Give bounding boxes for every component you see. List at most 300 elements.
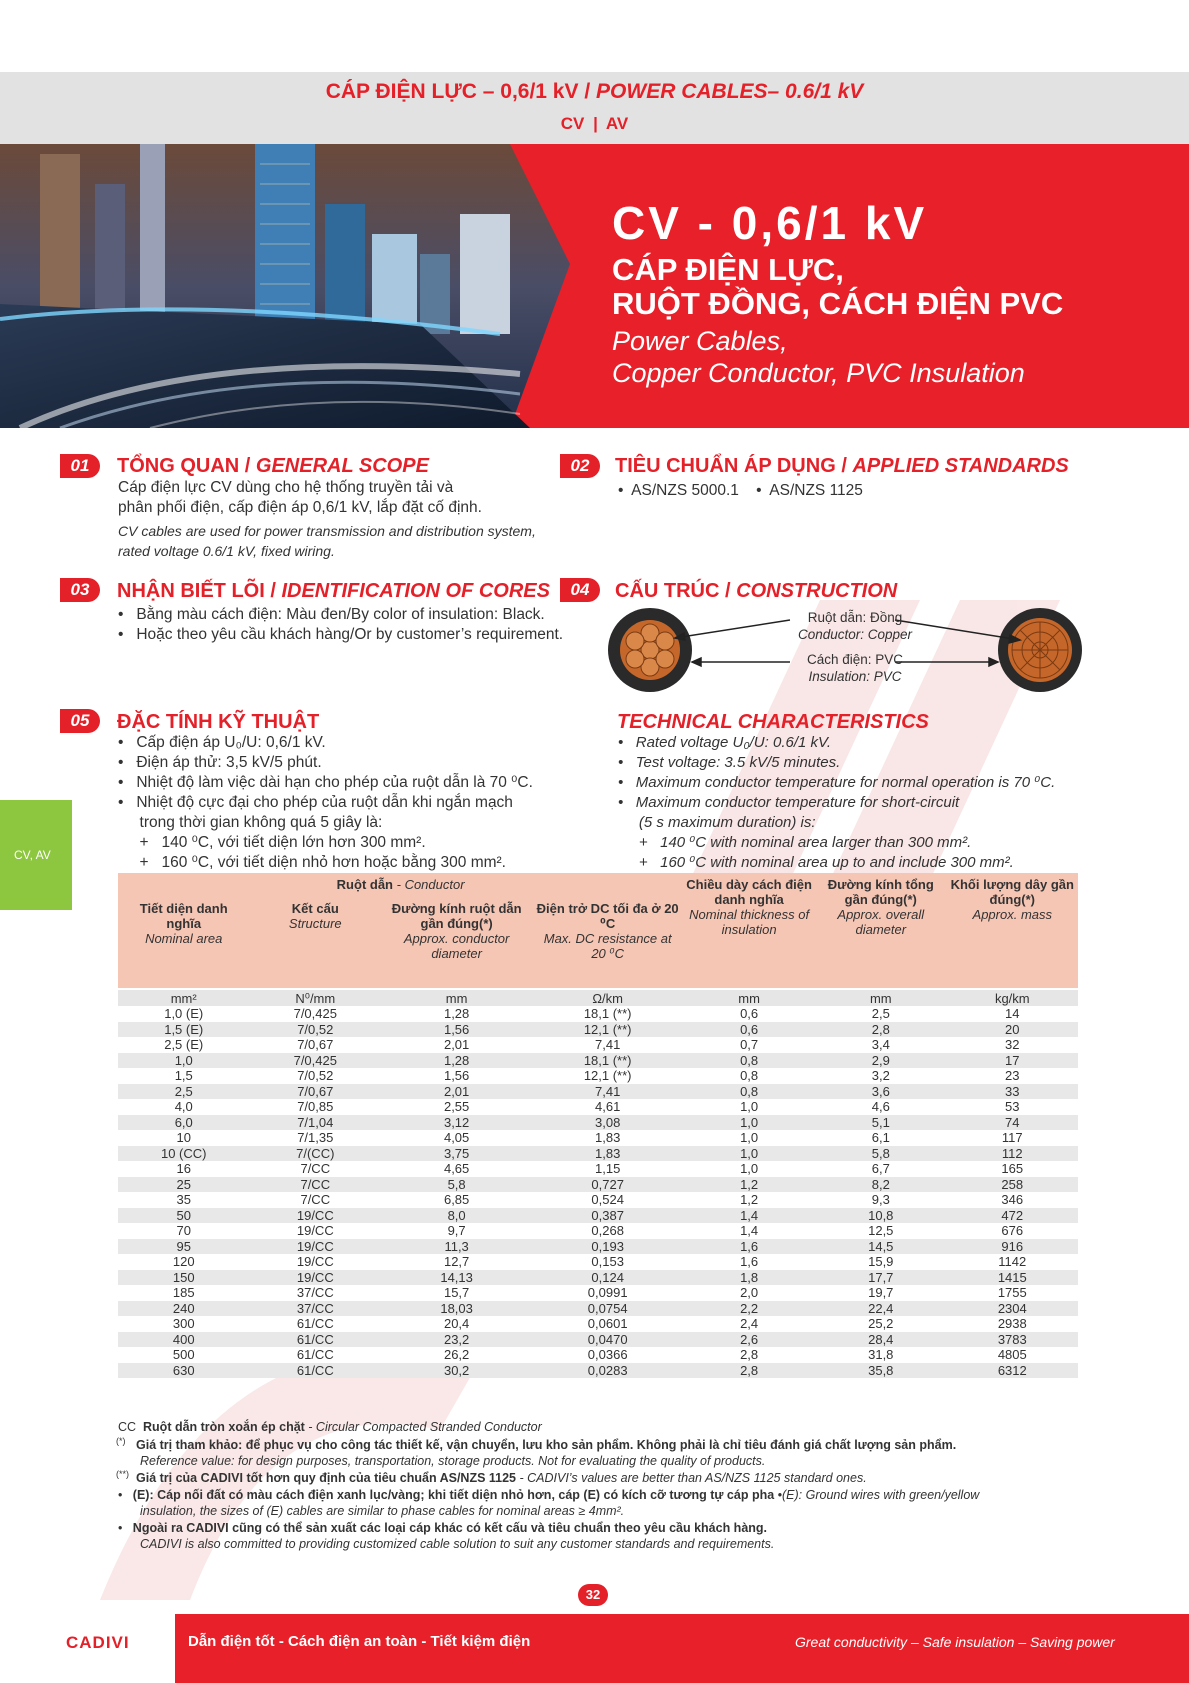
table-cell: 1,6 [683, 1239, 815, 1255]
insulation-label-vn: Cách điện: PVC [806, 652, 904, 667]
table-cell: 1,4 [683, 1208, 815, 1224]
side-tab[interactable] [0, 800, 72, 910]
hero-vn-line1: CÁP ĐIỆN LỰC, [612, 252, 844, 287]
technical-vn-line-1: • Cấp điện áp U₀/U: 0,6/1 kV. [118, 734, 326, 751]
table-cell: 23,2 [381, 1332, 532, 1348]
note-mark: (*) [116, 1436, 126, 1446]
unit-cell: mm² [118, 989, 249, 1006]
technical-vn-line-4: • Nhiệt độ cực đại cho phép của ruột dẫn khi ngắn mạch [118, 794, 513, 811]
table-cell: 15,7 [381, 1285, 532, 1301]
table-cell: 11,3 [381, 1239, 532, 1255]
table-cell: 23 [947, 1068, 1078, 1084]
unit-cell: Ω/km [532, 989, 683, 1006]
unit-cell: mm [815, 989, 947, 1006]
table-row [118, 1363, 1078, 1379]
hero-title: CV - 0,6/1 kV [612, 197, 928, 249]
title-sep: / [584, 80, 591, 103]
table-cell: 1,0 (E) [118, 1006, 249, 1022]
table-cell: 37/CC [249, 1285, 381, 1301]
note-reference-en: Reference value: for design purposes, transportation, storage products. Not for evaluating the quality of products. [140, 1454, 766, 1468]
table-cell: 9,7 [381, 1223, 532, 1239]
table-cell: 2938 [947, 1316, 1078, 1332]
side-tab-label: CV, AV [14, 848, 51, 862]
table-cell: 0,0754 [532, 1301, 683, 1317]
table-body [118, 1006, 1078, 1378]
table-cell: 1,6 [683, 1254, 815, 1270]
table-cell: 16 [118, 1161, 249, 1177]
table-cell: 7/0,425 [249, 1006, 381, 1022]
table-cell: 165 [947, 1161, 1078, 1177]
table-cell: 33 [947, 1084, 1078, 1100]
col-header-nominal-area [118, 895, 249, 989]
table-cell: 18,1 (**) [532, 1053, 683, 1069]
table-cell: 0,8 [683, 1084, 815, 1100]
table-cell: 1,0 [118, 1053, 249, 1069]
note-ground-wires: • (E): Cáp nối đất có màu cách điện xanh lục/vàng; khi tiết diện nhỏ hơn, cáp (E) có kích cỡ tương tự cáp pha •(E): Ground wires with green/yellow [118, 1488, 980, 1502]
general-scope-line-1: Cáp điện lực CV dùng cho hệ thống truyền tải và [118, 479, 454, 496]
technical-en-line-6: + 140 ⁰C with nominal area larger than 300 mm². [618, 834, 972, 851]
table-cell: 61/CC [249, 1316, 381, 1332]
table-cell: 14,5 [815, 1239, 947, 1255]
table-cell: 7/0,67 [249, 1084, 381, 1100]
table-cell: 6,0 [118, 1115, 249, 1131]
general-scope-en-line-2: rated voltage 0.6/1 kV, fixed wiring. [118, 543, 335, 559]
table-cell: 0,153 [532, 1254, 683, 1270]
note-reference [118, 1437, 956, 1453]
conductor-group-header [118, 873, 683, 895]
table-row [118, 1254, 1078, 1270]
table-cell: 0,124 [532, 1270, 683, 1286]
table-row [118, 1161, 1078, 1177]
table-cell: 12,7 [381, 1254, 532, 1270]
table-cell: 7/0,52 [249, 1022, 381, 1038]
table-cell: 53 [947, 1099, 1078, 1115]
identification-sep: / [270, 580, 276, 602]
table-cell: 5,1 [815, 1115, 947, 1131]
table-cell: 19,7 [815, 1285, 947, 1301]
unit-cell: N⁰/mm [249, 989, 381, 1006]
table-cell: 8,2 [815, 1177, 947, 1193]
table-cell: 1755 [947, 1285, 1078, 1301]
table-cell: 6312 [947, 1363, 1078, 1379]
table-cell: 1,83 [532, 1146, 683, 1162]
general-scope-en-line-1: CV cables are used for power transmission and distribution system, [118, 523, 536, 539]
conductor-group-vn: Ruột dẫn [336, 876, 393, 892]
general-scope-line-2: phân phối điện, cấp điện áp 0,6/1 kV, lắp đặt cố định. [118, 499, 482, 516]
table-cell: 61/CC [249, 1332, 381, 1348]
table-cell: 0,387 [532, 1208, 683, 1224]
applied-standards-list: • AS/NZS 5000.1 • AS/NZS 1125 [618, 482, 863, 499]
note-ground-wires-en: insulation, the sizes of (E) cables are similar to phase cables for nominal areas ≥ 4mm². [140, 1504, 625, 1518]
table-cell: 7/1,04 [249, 1115, 381, 1131]
table-cell: 20,4 [381, 1316, 532, 1332]
technical-vn-line-6: + 140 ⁰C, với tiết diện lớn hơn 300 mm². [118, 834, 426, 851]
table-cell: 1,0 [683, 1115, 815, 1131]
table-cell: 7/0,425 [249, 1053, 381, 1069]
table-cell: 4,6 [815, 1099, 947, 1115]
table-cell: 4,05 [381, 1130, 532, 1146]
col-vn: Kết cấu [291, 901, 339, 916]
table-cell: 0,0283 [532, 1363, 683, 1379]
note-custom: • Ngoài ra CADIVI cũng có thể sản xuất các loại cáp khác có kết cấu và tiêu chuẩn theo yêu cầu khách hàng. [118, 1521, 768, 1535]
table-cell: 7/0,52 [249, 1068, 381, 1084]
table-cell: 19/CC [249, 1270, 381, 1286]
table-cell: 1,4 [683, 1223, 815, 1239]
table-cell: 112 [947, 1146, 1078, 1162]
col-vn: Điện trở DC tối đa ở 20 ⁰C [536, 901, 679, 931]
table-cell: 12,5 [815, 1223, 947, 1239]
section-heading-general-scope [117, 455, 429, 478]
table-cell: 0,524 [532, 1192, 683, 1208]
note-custom-en: CADIVI is also committed to providing customized cable solution to suit any customer standards and requirements. [140, 1537, 775, 1551]
applied-standards-vn: TIÊU CHUẨN ÁP DỤNG [615, 455, 836, 477]
unit-cell: kg/km [947, 989, 1078, 1006]
section-number-05: 05 [60, 709, 100, 733]
general-scope-en: GENERAL SCOPE [255, 455, 429, 477]
table-cell: 19/CC [249, 1254, 381, 1270]
table-cell: 240 [118, 1301, 249, 1317]
table-cell: 7,41 [532, 1084, 683, 1100]
col-header-mass [947, 873, 1078, 989]
table-cell: 7,41 [532, 1037, 683, 1053]
table-cell: 9,3 [815, 1192, 947, 1208]
section-heading-technical-vn: ĐẶC TÍNH KỸ THUẬT [117, 711, 320, 733]
technical-en-line-4: • Maximum conductor temperature for short-circuit [618, 794, 960, 811]
table-cell: 19/CC [249, 1208, 381, 1224]
table-row [118, 1177, 1078, 1193]
col-en: Max. DC resistance at 20 ⁰C [543, 931, 672, 961]
technical-vn-line-7: + 160 ⁰C, với tiết diện nhỏ hơn hoặc bằng 300 mm². [118, 854, 506, 871]
table-cell: 17 [947, 1053, 1078, 1069]
table-cell: 37/CC [249, 1301, 381, 1317]
table-cell: 2,4 [683, 1316, 815, 1332]
identification-en: IDENTIFICATION OF CORES [281, 580, 550, 602]
table-row [118, 1115, 1078, 1131]
table-cell: 8,0 [381, 1208, 532, 1224]
table-cell: 916 [947, 1239, 1078, 1255]
table-cell: 0,6 [683, 1022, 815, 1038]
unit-cell: mm [683, 989, 815, 1006]
hero-vn-line2: RUỘT ĐỒNG, CÁCH ĐIỆN PVC [612, 286, 1064, 321]
unit-cell: mm [381, 989, 532, 1006]
table-cell: 10 [118, 1130, 249, 1146]
note-mark: (**) [116, 1469, 129, 1479]
table-cell: 28,4 [815, 1332, 947, 1348]
table-cell: 500 [118, 1347, 249, 1363]
table-cell: 2,5 (E) [118, 1037, 249, 1053]
table-cell: 3,75 [381, 1146, 532, 1162]
col-header-dc-resistance [532, 895, 683, 989]
table-cell: 2,55 [381, 1099, 532, 1115]
table-cell: 2,5 [815, 1006, 947, 1022]
construction-sep: / [725, 580, 731, 602]
table-row [118, 1332, 1078, 1348]
hero-en-line1: Power Cables, [612, 326, 788, 356]
insulation-label-en: Insulation: PVC [808, 669, 902, 684]
col-header-insulation [683, 873, 815, 989]
title-vn: CÁP ĐIỆN LỰC – 0,6/1 kV [325, 80, 579, 103]
table-cell: 150 [118, 1270, 249, 1286]
table-cell: 30,2 [381, 1363, 532, 1379]
table-cell: 5,8 [815, 1146, 947, 1162]
table-row [118, 1285, 1078, 1301]
col-vn: Đường kính ruột dẫn gần đúng(*) [391, 901, 522, 931]
table-cell: 0,8 [683, 1068, 815, 1084]
technical-en-line-7: + 160 ⁰C with nominal area up to and include 300 mm². [618, 854, 1014, 871]
table-cell: 2,5 [118, 1084, 249, 1100]
table-cell: 2,01 [381, 1084, 532, 1100]
col-en: Nominal area [145, 931, 223, 946]
table-cell: 1,15 [532, 1161, 683, 1177]
table-cell: 0,8 [683, 1053, 815, 1069]
table-cell: 2,6 [683, 1332, 815, 1348]
table-cell: 185 [118, 1285, 249, 1301]
table-cell: 0,268 [532, 1223, 683, 1239]
technical-vn-line-3: • Nhiệt độ làm việc dài hạn cho phép của ruột dẫn là 70 ⁰C. [118, 774, 533, 791]
table-row [118, 1347, 1078, 1363]
table-cell: 95 [118, 1239, 249, 1255]
col-en: Structure [288, 916, 342, 931]
cable-section-left-icon [608, 608, 692, 692]
table-cell: 0,0991 [532, 1285, 683, 1301]
table-cell: 5,8 [381, 1177, 532, 1193]
table-cell: 1,0 [683, 1099, 815, 1115]
general-scope-vn: TỔNG QUAN [117, 455, 240, 477]
technical-en-line-3: • Maximum conductor temperature for normal operation is 70 ⁰C. [618, 774, 1056, 791]
table-cell: 74 [947, 1115, 1078, 1131]
table-cell: 26,2 [381, 1347, 532, 1363]
note-bold: Ruột dẫn tròn xoắn ép chặt [143, 1420, 305, 1434]
technical-en-line-5: (5 s maximum duration) is: [618, 814, 816, 831]
table-row [118, 1146, 1078, 1162]
table-cell: 31,8 [815, 1347, 947, 1363]
table-cell: 3,2 [815, 1068, 947, 1084]
note-bold: (E): Cáp nối đất có màu cách điện xanh lục/vàng; khi tiết diện nhỏ hơn, cáp (E) có kích cỡ tương tự cáp pha [132, 1488, 775, 1502]
table-row [118, 1053, 1078, 1069]
technical-en-line-2: • Test voltage: 3.5 kV/5 minutes. [618, 754, 841, 771]
table-cell: 12,1 (**) [532, 1022, 683, 1038]
section-number-02: 02 [560, 454, 600, 478]
table-row [118, 1068, 1078, 1084]
table-cell: 10,8 [815, 1208, 947, 1224]
identification-line-1: • Bằng màu cách điện: Màu đen/By color of insulation: Black. [118, 606, 545, 623]
table-cell: 14 [947, 1006, 1078, 1022]
col-en: Approx. overall diameter [837, 907, 925, 937]
table-row [118, 1037, 1078, 1053]
table-row [118, 1316, 1078, 1332]
table-cell: 1,8 [683, 1270, 815, 1286]
table-cell: 120 [118, 1254, 249, 1270]
table-row [118, 1270, 1078, 1286]
table-cell: 1142 [947, 1254, 1078, 1270]
construction-en: CONSTRUCTION [736, 580, 898, 602]
table-cell: 15,9 [815, 1254, 947, 1270]
table-row [118, 1022, 1078, 1038]
conductor-group-en: - Conductor [396, 876, 465, 892]
applied-standards-en: APPLIED STANDARDS [852, 455, 1069, 477]
note-mark: CC [118, 1420, 137, 1434]
identification-line-2: • Hoặc theo yêu cầu khách hàng/Or by customer’s requirement. [118, 626, 564, 643]
col-header-structure [249, 895, 381, 989]
table-row [118, 1006, 1078, 1022]
hero-en-line2: Copper Conductor, PVC Insulation [612, 358, 1025, 388]
col-vn: Chiều dày cách điện danh nghĩa [686, 877, 812, 907]
technical-vn-line-2: • Điện áp thử: 3,5 kV/5 phút. [118, 754, 322, 771]
table-cell: 22,4 [815, 1301, 947, 1317]
col-vn: Tiết diện danh nghĩa [139, 901, 228, 931]
cadivi-logo[interactable]: CADIVI [66, 1633, 130, 1652]
table-cell: 3,08 [532, 1115, 683, 1131]
table-row [118, 1223, 1078, 1239]
table-cell: 1,83 [532, 1130, 683, 1146]
table-cell: 0,0366 [532, 1347, 683, 1363]
table-row [118, 1208, 1078, 1224]
table-row [118, 1192, 1078, 1208]
table-cell: 2,01 [381, 1037, 532, 1053]
note-bold: Giá trị tham khảo: để phục vụ cho công tác thiết kế, vận chuyển, lưu kho sản phẩm. Không phải là chỉ tiêu đánh giá chất lượng sản phẩm. [136, 1438, 957, 1452]
table-cell: 1,0 [683, 1146, 815, 1162]
page-subtitle [0, 114, 1189, 134]
table-cell: 1,28 [381, 1006, 532, 1022]
table-cell: 346 [947, 1192, 1078, 1208]
note-rest: - CADIVI’s values are better than AS/NZS 1125 standard ones. [516, 1471, 867, 1485]
table-cell: 10 (CC) [118, 1146, 249, 1162]
table-cell: 25,2 [815, 1316, 947, 1332]
note-rest: •(E): Ground wires with green/yellow [774, 1488, 980, 1502]
table-cell: 6,7 [815, 1161, 947, 1177]
table-cell: 0,0470 [532, 1332, 683, 1348]
subtitle-av[interactable]: AV [605, 114, 629, 133]
table-cell: 61/CC [249, 1363, 381, 1379]
table-cell: 3,12 [381, 1115, 532, 1131]
table-cell: 35 [118, 1192, 249, 1208]
table-cell: 1,56 [381, 1022, 532, 1038]
note-cc [118, 1419, 542, 1435]
table-cell: 17,7 [815, 1270, 947, 1286]
table-cell: 630 [118, 1363, 249, 1379]
table-cell: 0,193 [532, 1239, 683, 1255]
table-row [118, 1099, 1078, 1115]
table-cell: 18,1 (**) [532, 1006, 683, 1022]
table-cell: 1415 [947, 1270, 1078, 1286]
table-cell: 25 [118, 1177, 249, 1193]
table-cell: 7/1,35 [249, 1130, 381, 1146]
table-cell: 0,727 [532, 1177, 683, 1193]
col-header-conductor-diameter [381, 895, 532, 989]
conductor-label-vn: Ruột dẫn: Đồng [807, 610, 903, 625]
table-row [118, 1130, 1078, 1146]
table-cell: 1,0 [683, 1130, 815, 1146]
table-cell: 0,0601 [532, 1316, 683, 1332]
table-cell: 35,8 [815, 1363, 947, 1379]
table-cell: 19/CC [249, 1223, 381, 1239]
identification-vn: NHẬN BIẾT LÕI [117, 580, 265, 602]
table-cell: 7/CC [249, 1177, 381, 1193]
table-cell: 14,13 [381, 1270, 532, 1286]
specification-table [118, 873, 1078, 1378]
subtitle-sep: | [593, 114, 598, 133]
section-heading-identification [117, 580, 550, 603]
table-cell: 3,6 [815, 1084, 947, 1100]
section-number-04: 04 [560, 578, 600, 602]
table-cell: 3,4 [815, 1037, 947, 1053]
table-cell: 6,85 [381, 1192, 532, 1208]
title-en: POWER CABLES– 0.6/1 kV [596, 80, 864, 103]
table-cell: 7/CC [249, 1161, 381, 1177]
table-cell: 2,9 [815, 1053, 947, 1069]
table-cell: 0,6 [683, 1006, 815, 1022]
table-cell: 4,61 [532, 1099, 683, 1115]
col-en: Approx. conductor diameter [403, 931, 510, 961]
page-title [0, 80, 1189, 104]
page-number: 32 [578, 1584, 608, 1606]
col-en: Nominal thickness of insulation [689, 907, 810, 937]
col-en: Approx. mass [972, 907, 1053, 922]
table-cell: 2,8 [683, 1347, 815, 1363]
construction-vn: CẤU TRÚC [615, 580, 720, 602]
footer-slogan-en: Great conductivity – Safe insulation – Saving power [795, 1634, 1115, 1650]
cable-section-right-icon [998, 608, 1082, 692]
table-cell: 1,5 (E) [118, 1022, 249, 1038]
applied-standards-sep: / [841, 455, 847, 477]
col-vn: Đường kính tổng gần đúng(*) [827, 877, 934, 907]
table-row [118, 1084, 1078, 1100]
col-header-overall-diameter [815, 873, 947, 989]
table-cell: 0,7 [683, 1037, 815, 1053]
table-cell: 7/CC [249, 1192, 381, 1208]
note-bold: Giá trị của CADIVI tốt hơn quy định của tiêu chuẩn AS/NZS 1125 [136, 1471, 517, 1485]
table-cell: 3783 [947, 1332, 1078, 1348]
table-cell: 20 [947, 1022, 1078, 1038]
col-vn: Khối lượng dây gần đúng(*) [950, 877, 1074, 907]
table-cell: 2,8 [683, 1363, 815, 1379]
table-cell: 400 [118, 1332, 249, 1348]
note-bold: Ngoài ra CADIVI cũng có thể sản xuất các loại cáp khác có kết cấu và tiêu chuẩn theo yêu cầu khách hàng. [132, 1521, 768, 1535]
table-cell: 61/CC [249, 1347, 381, 1363]
table-row [118, 1239, 1078, 1255]
table-cell: 18,03 [381, 1301, 532, 1317]
table-cell: 4,65 [381, 1161, 532, 1177]
table-cell: 1,2 [683, 1177, 815, 1193]
table-cell: 1,56 [381, 1068, 532, 1084]
table-cell: 70 [118, 1223, 249, 1239]
table-cell: 12,1 (**) [532, 1068, 683, 1084]
table-row [118, 1301, 1078, 1317]
table-cell: 2,8 [815, 1022, 947, 1038]
table-cell: 1,0 [683, 1161, 815, 1177]
table-cell: 1,28 [381, 1053, 532, 1069]
section-heading-applied-standards [615, 455, 1069, 478]
table-cell: 1,5 [118, 1068, 249, 1084]
table-cell: 4805 [947, 1347, 1078, 1363]
table-cell: 32 [947, 1037, 1078, 1053]
table-cell: 50 [118, 1208, 249, 1224]
table-cell: 1,2 [683, 1192, 815, 1208]
section-heading-technical-en: TECHNICAL CHARACTERISTICS [617, 711, 929, 733]
footer-slogan-vn: Dẫn điện tốt - Cách điện an toàn - Tiết kiệm điện [188, 1633, 531, 1650]
table-cell: 4,0 [118, 1099, 249, 1115]
section-number-01: 01 [60, 454, 100, 478]
table-cell: 6,1 [815, 1130, 947, 1146]
table-cell: 7/0,67 [249, 1037, 381, 1053]
table-cell: 300 [118, 1316, 249, 1332]
conductor-label-en: Conductor: Copper [797, 627, 913, 642]
subtitle-cv[interactable]: CV [560, 114, 585, 133]
general-scope-sep: / [244, 455, 251, 477]
table-cell: 2304 [947, 1301, 1078, 1317]
technical-vn-line-5: trong thời gian không quá 5 giây là: [118, 814, 383, 831]
technical-en-line-1: • Rated voltage U₀/U: 0.6/1 kV. [618, 734, 832, 751]
